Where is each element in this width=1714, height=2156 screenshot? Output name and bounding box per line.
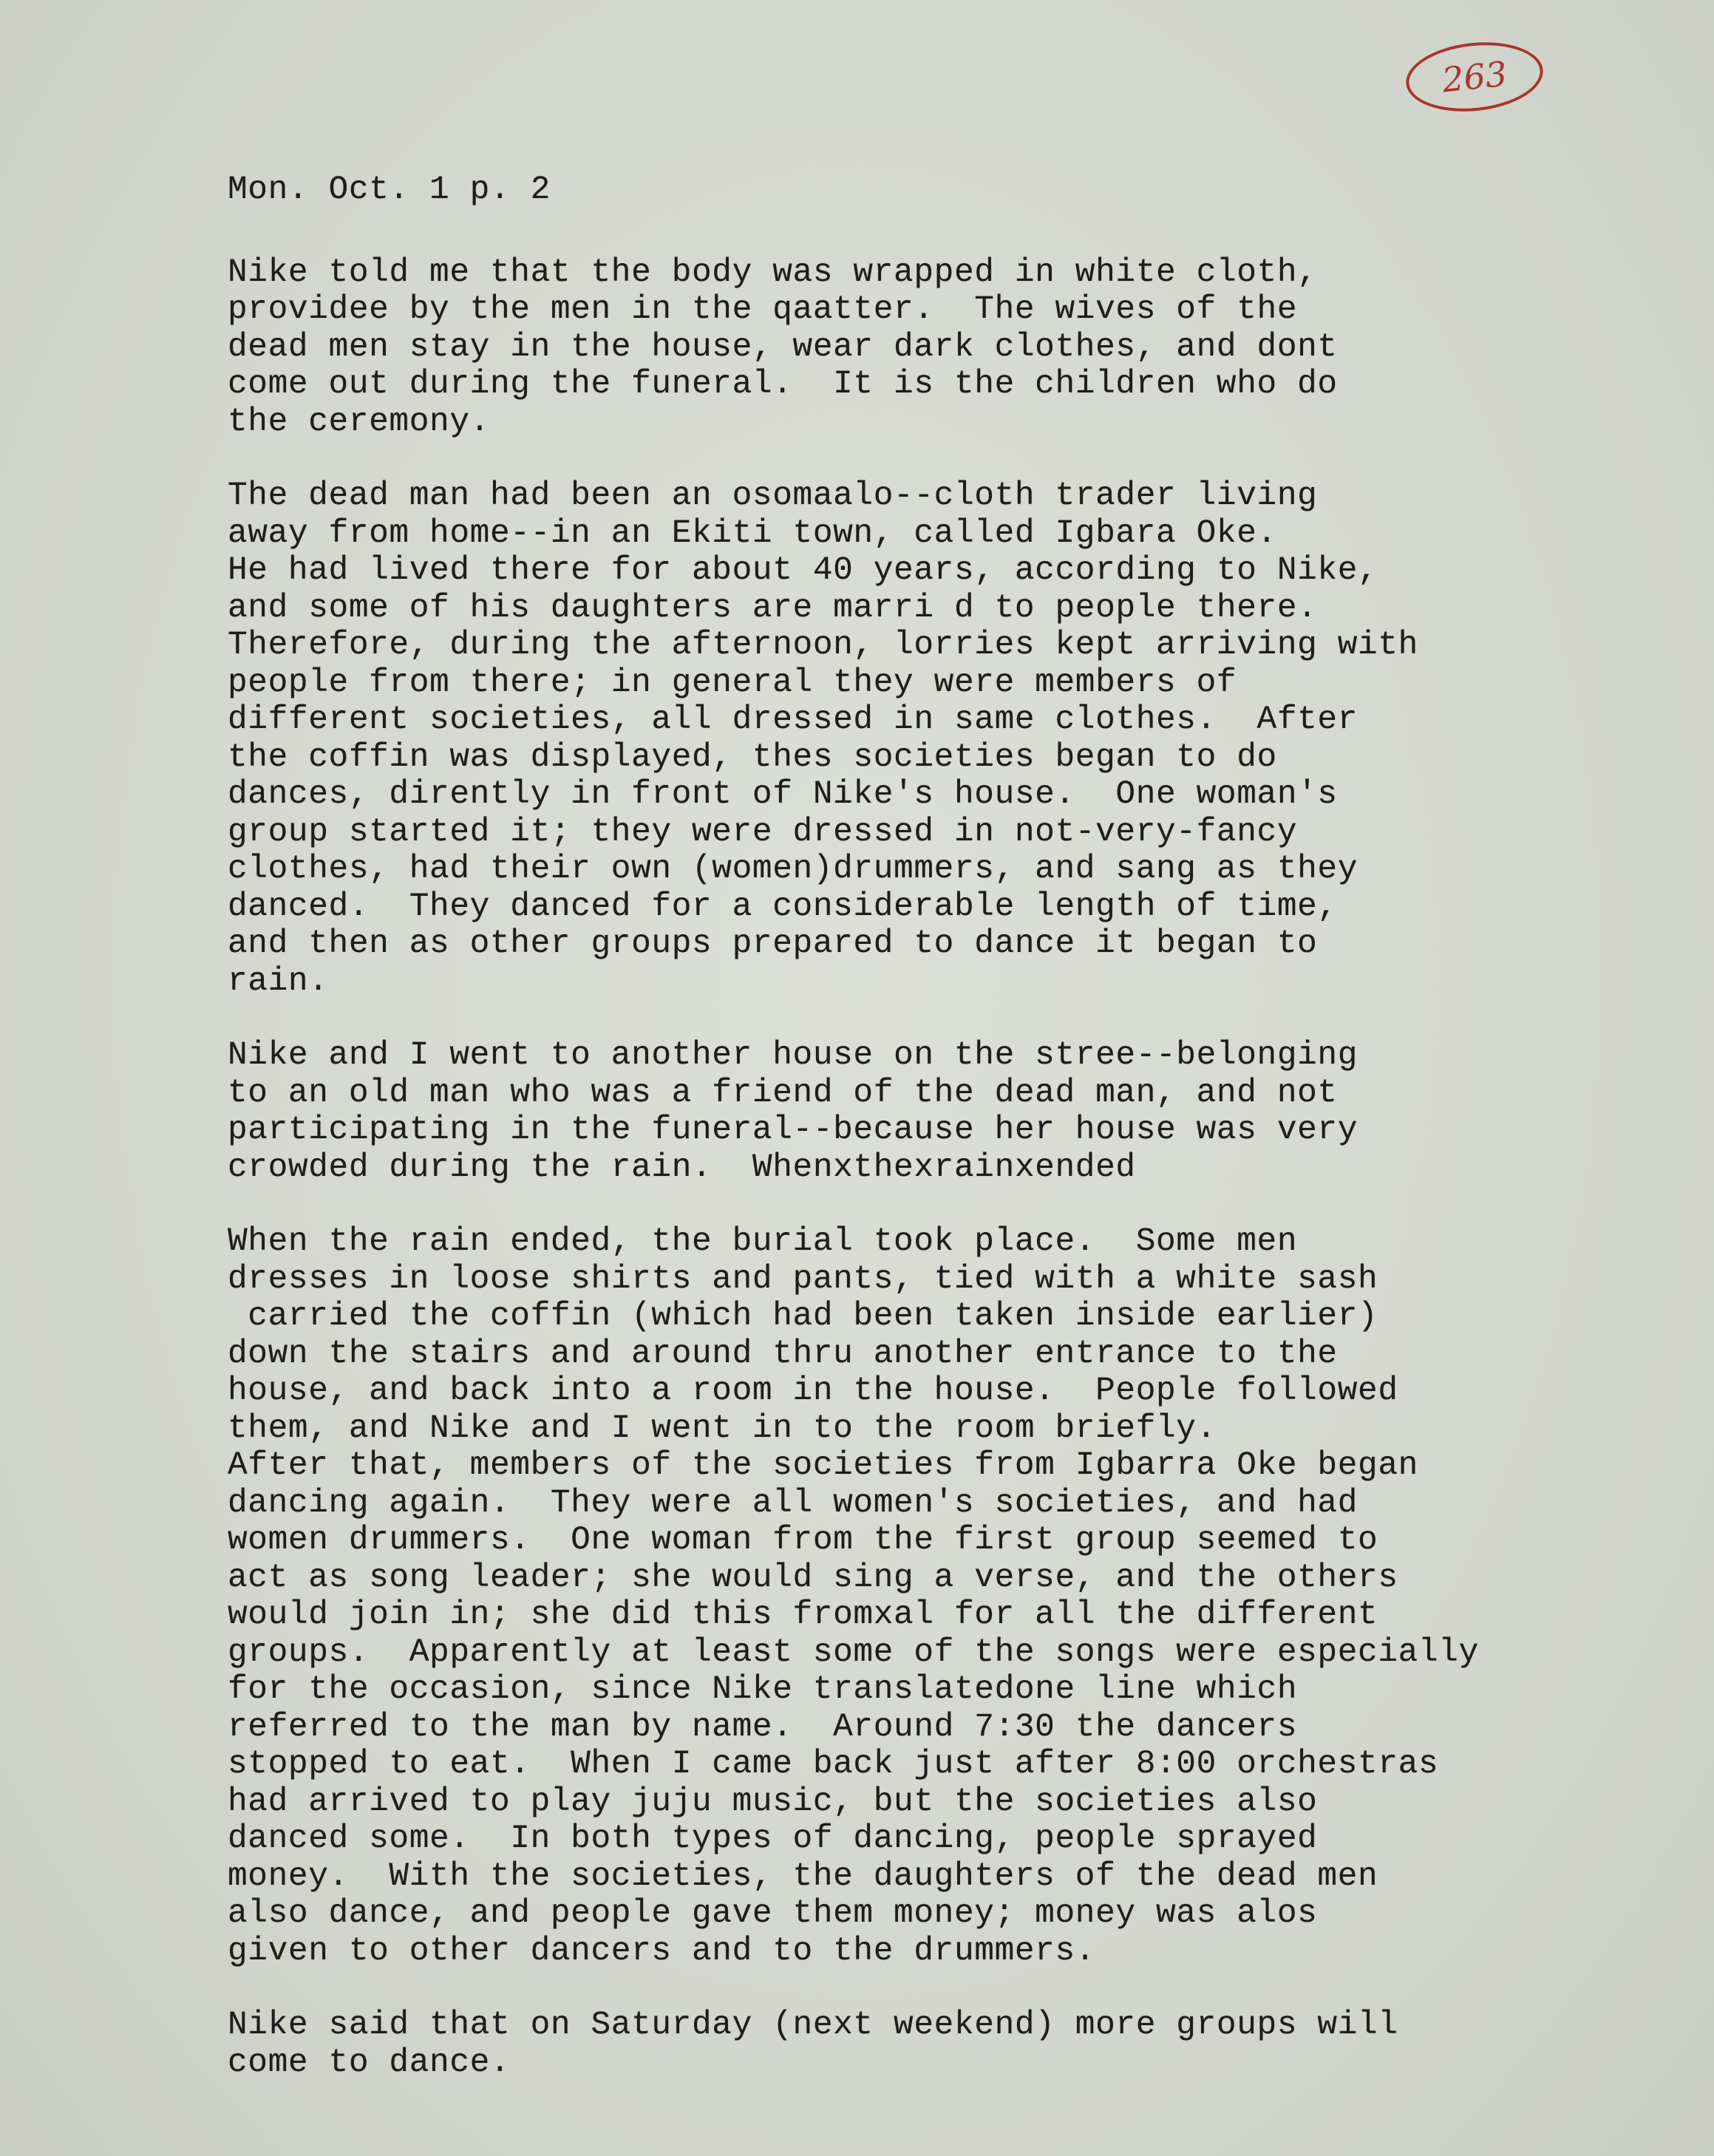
text-line: people from there; in general they were members of: [228, 664, 1237, 701]
text-line: crowded during the rain. Whenxthexrainxended: [228, 1149, 1136, 1186]
text-line: dresses in loose shirts and pants, tied with a white sash: [228, 1260, 1378, 1298]
body-paragraphs: [228, 254, 1617, 2082]
text-line: the ceremony.: [228, 403, 490, 441]
paragraph: [228, 1223, 1617, 1970]
page-header: Mon. Oct. 1 p. 2: [228, 171, 551, 208]
text-line: dead men stay in the house, wear dark clothes, and dont: [228, 328, 1338, 366]
text-line: rain.: [228, 962, 329, 1000]
text-line: participating in the funeral--because her house was very: [228, 1112, 1358, 1149]
text-line: to an old man who was a friend of the dead man, and not: [228, 1074, 1338, 1112]
text-line: had arrived to play juju music, but the societies also: [228, 1783, 1318, 1820]
paragraph: [228, 2007, 1617, 2081]
text-line: danced. They danced for a considerable length of time,: [228, 888, 1338, 925]
text-line: Nike told me that the body was wrapped in white cloth,: [228, 254, 1318, 291]
text-line: for the occasion, since Nike translatedone line which: [228, 1671, 1298, 1708]
text-line: and then as other groups prepared to dance it began to: [228, 925, 1318, 962]
text-line: women drummers. One woman from the first group seemed to: [228, 1522, 1378, 1559]
paragraph: [228, 1037, 1617, 1186]
text-line: When the rain ended, the burial took place. Some men: [228, 1223, 1298, 1260]
text-line: would join in; she did this fromxal for all the different: [228, 1596, 1378, 1633]
text-line: away from home--in an Ekiti town, called Igbara Oke.: [228, 514, 1277, 552]
paragraph: [228, 477, 1617, 1000]
text-line: dancing again. They were all women's societies, and had: [228, 1484, 1358, 1522]
text-line: He had lived there for about 40 years, according to Nike,: [228, 552, 1378, 589]
text-line: After that, members of the societies from Igbarra Oke began: [228, 1447, 1418, 1484]
text-line: come out during the funeral. It is the children who do: [228, 366, 1338, 403]
text-line: and some of his daughters are marri d to people there.: [228, 589, 1318, 627]
text-line: Nike and I went to another house on the stree--belonging: [228, 1037, 1358, 1074]
text-line: them, and Nike and I went in to the room briefly.: [228, 1409, 1217, 1447]
text-line: house, and back into a room in the house. People followed: [228, 1373, 1398, 1409]
text-line: Therefore, during the afternoon, lorries kept arriving with: [228, 627, 1418, 664]
page-number: 263: [1440, 53, 1509, 101]
text-line: Nike said that on Saturday (next weekend) more groups will: [228, 2007, 1398, 2044]
text-line: groups. Apparently at least some of the songs were especially: [228, 1633, 1479, 1671]
text-line: come to dance.: [228, 2044, 511, 2081]
text-line: group started it; they were dressed in not-very-fancy: [228, 813, 1298, 851]
text-line: clothes, had their own (women)drummers, and sang as they: [228, 851, 1358, 888]
typed-text: [228, 171, 1617, 2118]
text-line: down the stairs and around thru another entrance to the: [228, 1335, 1338, 1373]
page-number-stamp: [1403, 36, 1547, 118]
text-line: The dead man had been an osomaalo--cloth trader living: [228, 477, 1318, 514]
text-line: money. With the societies, the daughters of the dead men: [228, 1857, 1378, 1895]
text-line: different societies, all dressed in same clothes. After: [228, 701, 1358, 738]
text-line: act as song leader; she would sing a verse, and the others: [228, 1559, 1398, 1596]
text-line: also dance, and people gave them money; money was alos: [228, 1895, 1318, 1932]
text-line: providee by the men in the qaatter. The wives of the: [228, 291, 1298, 328]
text-line: danced some. In both types of dancing, people sprayed: [228, 1820, 1318, 1857]
text-line: stopped to eat. When I came back just after 8:00 orchestras: [228, 1746, 1439, 1783]
text-line: the coffin was displayed, thes societies began to do: [228, 738, 1277, 776]
paragraph: [228, 254, 1617, 441]
text-line: carried the coffin (which had been taken inside earlier): [228, 1298, 1378, 1335]
text-line: dances, dirently in front of Nike's house. One woman's: [228, 776, 1338, 813]
text-line: given to other dancers and to the drummers.: [228, 1932, 1096, 1970]
text-line: referred to the man by name. Around 7:30 the dancers: [228, 1708, 1298, 1746]
